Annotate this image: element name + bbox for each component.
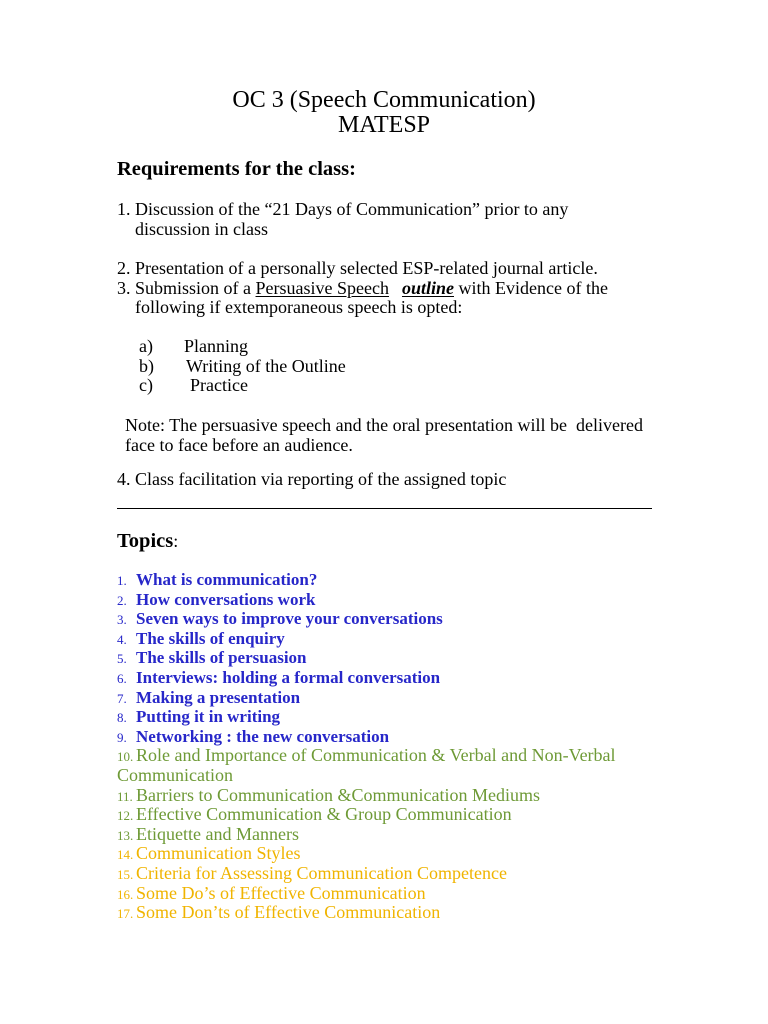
topic-item: [117, 746, 652, 785]
note-line-1: Note: The persuasive speech and the oral presentation will be delivered: [125, 415, 643, 435]
topic-item: [117, 629, 652, 649]
requirement-item-4-text: 4. Class facilitation via reporting of the assigned topic: [117, 469, 507, 489]
topics-heading-colon: :: [173, 531, 179, 551]
topic-number: 3.: [117, 612, 127, 628]
topic-title: Role and Importance of Communication & Verbal and Non-Verbal Communication: [117, 745, 616, 785]
note: [125, 416, 643, 455]
topic-item: [117, 825, 652, 845]
document-title: [0, 88, 768, 138]
topic-number: 14.: [117, 847, 134, 863]
topic-title: Effective Communication & Group Communication: [136, 804, 512, 825]
requirement-sub-items: [139, 337, 346, 396]
topic-title: Seven ways to improve your conversations: [136, 609, 443, 629]
topic-title: What is communication?: [136, 570, 318, 589]
course-title: OC 3 (Speech Communication): [232, 87, 536, 113]
topic-item: [117, 668, 652, 688]
topic-number: 2.: [117, 592, 127, 608]
topic-title: Making a presentation: [136, 687, 301, 707]
requirements-heading: Requirements for the class:: [117, 158, 356, 180]
topic-number: 7.: [117, 690, 127, 706]
requirement-items-2-3: [117, 259, 608, 318]
topic-number: 15.: [117, 866, 134, 882]
topic-number: 11.: [117, 788, 133, 804]
topics-heading: [117, 530, 178, 554]
topic-title: Etiquette and Manners: [136, 823, 299, 844]
topic-item: [117, 864, 652, 884]
sub-item-text: Planning: [184, 336, 249, 356]
topic-group-green: [117, 746, 652, 844]
sub-item-planning: [139, 337, 346, 357]
topic-title: Some Do’s of Effective Communication: [136, 882, 426, 903]
topic-item: [117, 903, 652, 923]
topic-item: [117, 688, 652, 708]
sub-item-label: c): [139, 375, 153, 396]
topic-list: [117, 570, 652, 923]
topics-heading-label: Topics: [117, 530, 174, 552]
topic-item: [117, 590, 652, 610]
topic-title: Interviews: holding a formal conversation: [136, 667, 441, 687]
topic-number: 1.: [117, 573, 127, 588]
note-line-2: face to face before an audience.: [125, 434, 353, 455]
section-divider: [117, 508, 652, 509]
topic-number: 8.: [117, 710, 127, 726]
topic-item: [117, 648, 652, 668]
topic-title: Barriers to Communication &Communication Mediums: [136, 784, 540, 805]
persuasive-speech-label: Persuasive Speech: [255, 277, 389, 298]
requirement-item-1-line-1: 1. Discussion of the “21 Days of Communication” prior to any: [117, 199, 569, 219]
topic-item: [117, 805, 652, 825]
topic-item: [117, 786, 652, 806]
outline-emphasis: outline: [401, 277, 454, 298]
requirement-item-2: 2. Presentation of a personally selected ESP-related journal article.: [117, 258, 598, 278]
topic-title: The skills of enquiry: [136, 628, 285, 648]
topic-item: [117, 727, 652, 747]
topic-item: [117, 707, 652, 727]
topic-number: 4.: [117, 631, 127, 647]
topic-number: 6.: [117, 670, 127, 686]
topic-number: 9.: [117, 729, 127, 745]
sub-item-label: a): [139, 336, 153, 356]
sub-item-label: b): [139, 355, 154, 376]
topic-title: Putting it in writing: [136, 707, 281, 727]
requirement-item-3-prefix: 3. Submission of a: [117, 277, 256, 298]
requirement-item-1-line-2: discussion in class: [135, 218, 268, 239]
topic-title: How conversations work: [136, 589, 316, 609]
sub-item-practice: [139, 376, 346, 396]
topic-number: 5.: [117, 651, 127, 667]
topic-number: 12.: [117, 808, 134, 824]
sub-item-text: Writing of the Outline: [186, 355, 346, 376]
topic-number: 10.: [117, 749, 134, 765]
requirement-item-3-suffix: with Evidence of the: [454, 277, 608, 298]
topic-title: Criteria for Assessing Communication Competence: [136, 862, 507, 883]
topic-item: [117, 844, 652, 864]
topic-number: 13.: [117, 827, 134, 843]
topic-item: [117, 609, 652, 629]
topic-item: [117, 884, 652, 904]
topic-title: Networking : the new conversation: [136, 726, 390, 746]
topic-title: Some Don’ts of Effective Communication: [136, 902, 441, 923]
sub-item-writing-outline: [139, 357, 346, 377]
topic-number: 17.: [117, 906, 134, 922]
topic-number: 16.: [117, 886, 134, 902]
requirement-item-3-line-2: following if extemporaneous speech is opted:: [135, 297, 463, 318]
requirement-item-3-line-1: [117, 279, 608, 299]
requirement-item-1: [117, 200, 568, 239]
requirement-item-4: [117, 470, 506, 490]
topic-title: The skills of persuasion: [136, 648, 307, 668]
topic-item: [117, 570, 652, 590]
sub-item-text: Practice: [190, 375, 248, 396]
topic-group-gold: [117, 844, 652, 922]
program-title: MATESP: [337, 112, 431, 138]
topic-title: Communication Styles: [136, 843, 301, 864]
topic-group-blue: [117, 570, 652, 746]
